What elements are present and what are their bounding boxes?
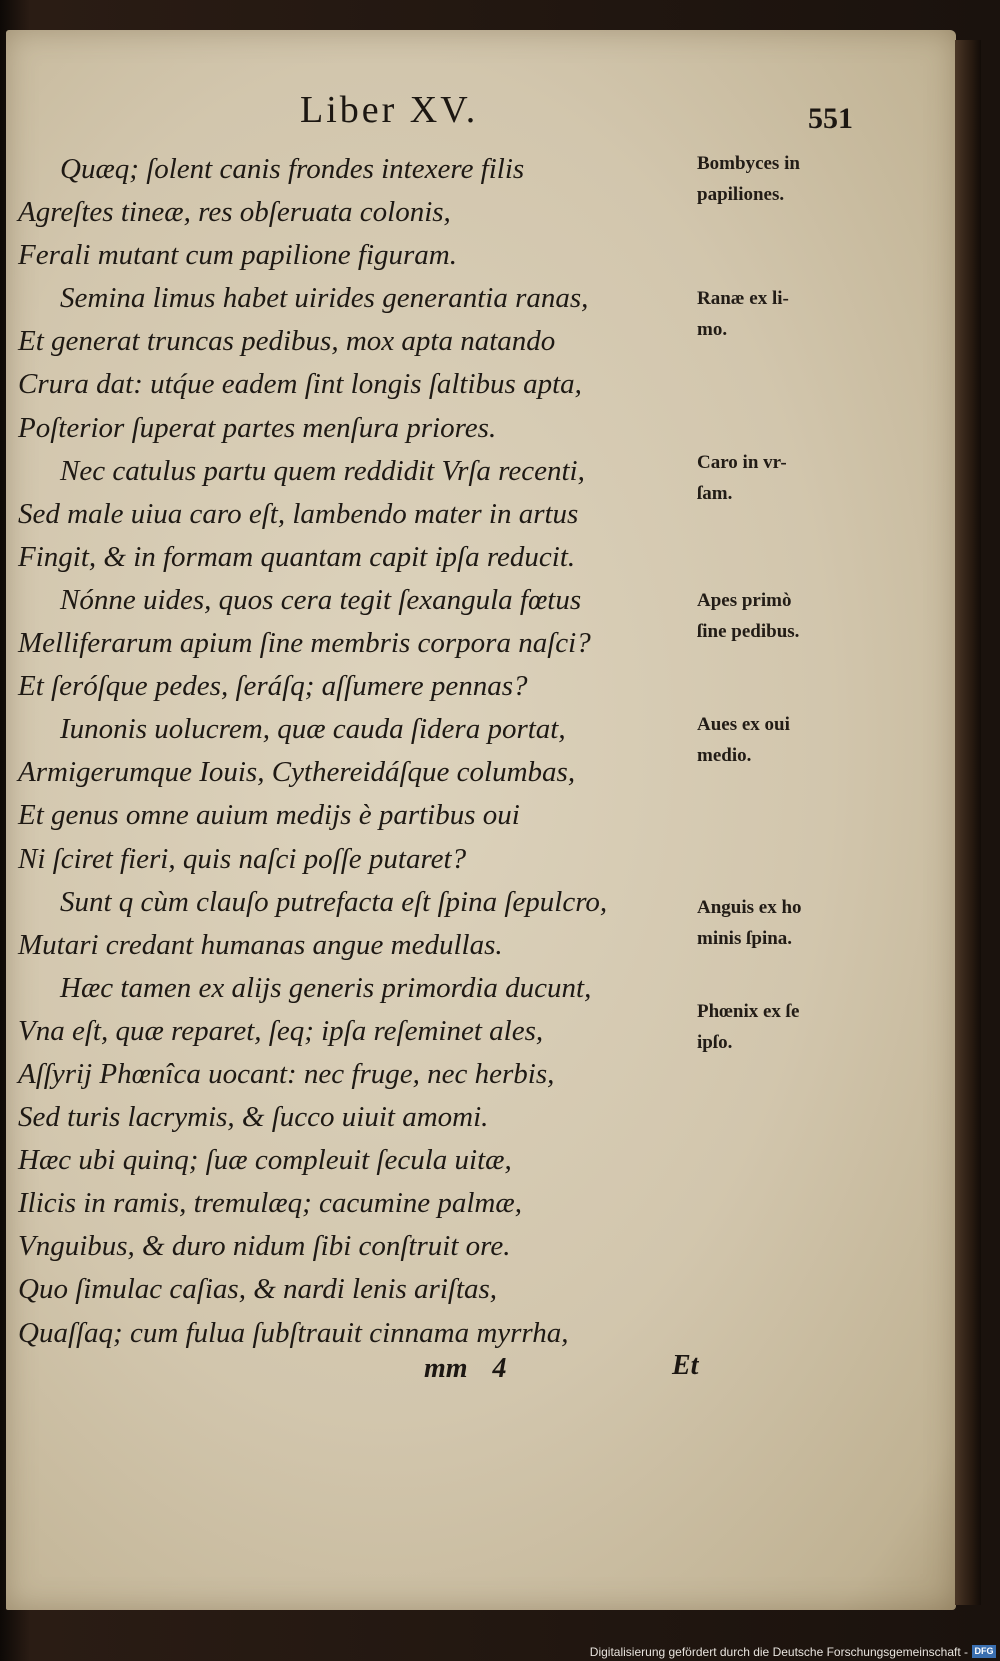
verse-line: Quo ſimulac caſias, & nardi lenis ariſtas, [18,1273,498,1306]
marginal-note [697,996,862,1058]
verse-line: Aſſyrij Phœnîca uocant: nec fruge, nec herbis, [18,1057,555,1090]
marginal-note-line: ſam. [697,483,733,504]
verse-line: Poſterior ſuperat partes menſura priores. [18,411,497,444]
marginal-note [697,892,862,954]
verse-line: Fingit, & in formam quantam capit ipſa reducit. [18,540,576,573]
marginal-note-line: Caro in vr- [697,452,787,473]
running-head: Liber XV. [300,89,479,131]
verse-line: Vnguibus, & duro nidum ſibi conſtruit ore. [18,1230,511,1263]
marginal-note-line: Apes primò [697,590,792,611]
verse-line: Et genus omne auium medijs è partibus oui [18,799,520,832]
marginal-note [697,447,862,509]
verse-line: Et generat truncas pedibus, mox apta natando [18,325,556,358]
verse-line: Iunonis uolucrem, quæ cauda ſidera portat, [60,713,566,746]
verse-line: Quæq; ſolent canis frondes intexere filis [60,153,525,185]
marginal-note [697,148,862,210]
marginal-note-line: Ranæ ex li- [697,288,789,309]
footer-credit: Digitalisierung gefördert durch die Deutsche Forschungsgemeinschaft - [589,1645,968,1659]
verse-line: Vna eſt, quæ reparet, ſeq; ipſa reſeminet ales, [18,1014,544,1047]
marginal-note [697,709,862,771]
verse-line: Quaſſaq; cum fulua ſubſtrauit cinnama myrrha, [18,1316,569,1349]
verse-line: Sed turis lacrymis, & ſucco uiuit amomi. [18,1101,489,1134]
marginal-note [697,585,862,647]
marginal-note-line: Bombyces in [697,153,800,174]
verse-line: Et ſeróſque pedes, ſeráſq; aſſumere pennas? [18,670,528,703]
verse-line: Hæc tamen ex alijs generis primordia ducunt, [60,971,592,1004]
digitization-footer [0,1642,1000,1661]
dfg-logo: DFG [972,1645,996,1658]
marginal-note-line: mo. [697,319,728,340]
verse-line: Melliferarum apium ſine membris corpora naſci? [18,627,591,660]
page-number: 551 [808,102,853,135]
marginal-note-line: papiliones. [697,184,785,205]
verse-line: Mutari credant humanas angue medullas. [18,928,503,961]
marginal-note-line: medio. [697,745,752,766]
page-edge-shadow [955,40,981,1605]
verse-line: Crura dat: utq́ue eadem ſint longis ſaltibus apta, [18,368,582,401]
marginal-note-line: Phœnix ex ſe [697,1001,800,1022]
verse-line: Sed male uiua caro eſt, lambendo mater in artus [18,497,579,530]
catchword: Et [672,1350,699,1381]
verse-line: Ilicis in ramis, tremulæq; cacumine palmæ, [18,1187,522,1220]
verse-line: Sunt q cùm clauſo putrefacta eſt ſpina ſepulcro, [60,885,608,918]
verse-line: Nec catulus partu quem reddidit Vrſa recenti, [60,454,585,487]
verse-line: Semina limus habet uirides generantia ranas, [60,282,589,315]
verse-line: Nónne uides, quos cera tegit ſexangula fœtus [60,583,582,616]
verse-line: Armigerumque Iouis, Cythereidáſque columbas, [18,756,576,789]
verse-text [18,148,688,1355]
marginal-note-line: ſine pedibus. [697,621,800,642]
marginal-note-line: minis ſpina. [697,928,793,949]
verse-line: Ferali mutant cum papilione figuram. [18,239,457,272]
marginal-note-line: ipſo. [697,1032,733,1053]
marginal-note-line: Anguis ex ho [697,897,802,918]
verse-line: Hæc ubi quinq; ſuæ compleuit ſecula uitæ, [18,1144,512,1177]
verse-line: Ni ſciret fieri, quis naſci poſſe putaret? [18,842,467,875]
marginal-note [697,283,862,345]
signature-mark: mm 4 [424,1353,507,1384]
marginal-note-line: Aues ex oui [697,714,790,735]
verse-line: Agreſtes tineæ, res obſeruata colonis, [18,196,451,229]
